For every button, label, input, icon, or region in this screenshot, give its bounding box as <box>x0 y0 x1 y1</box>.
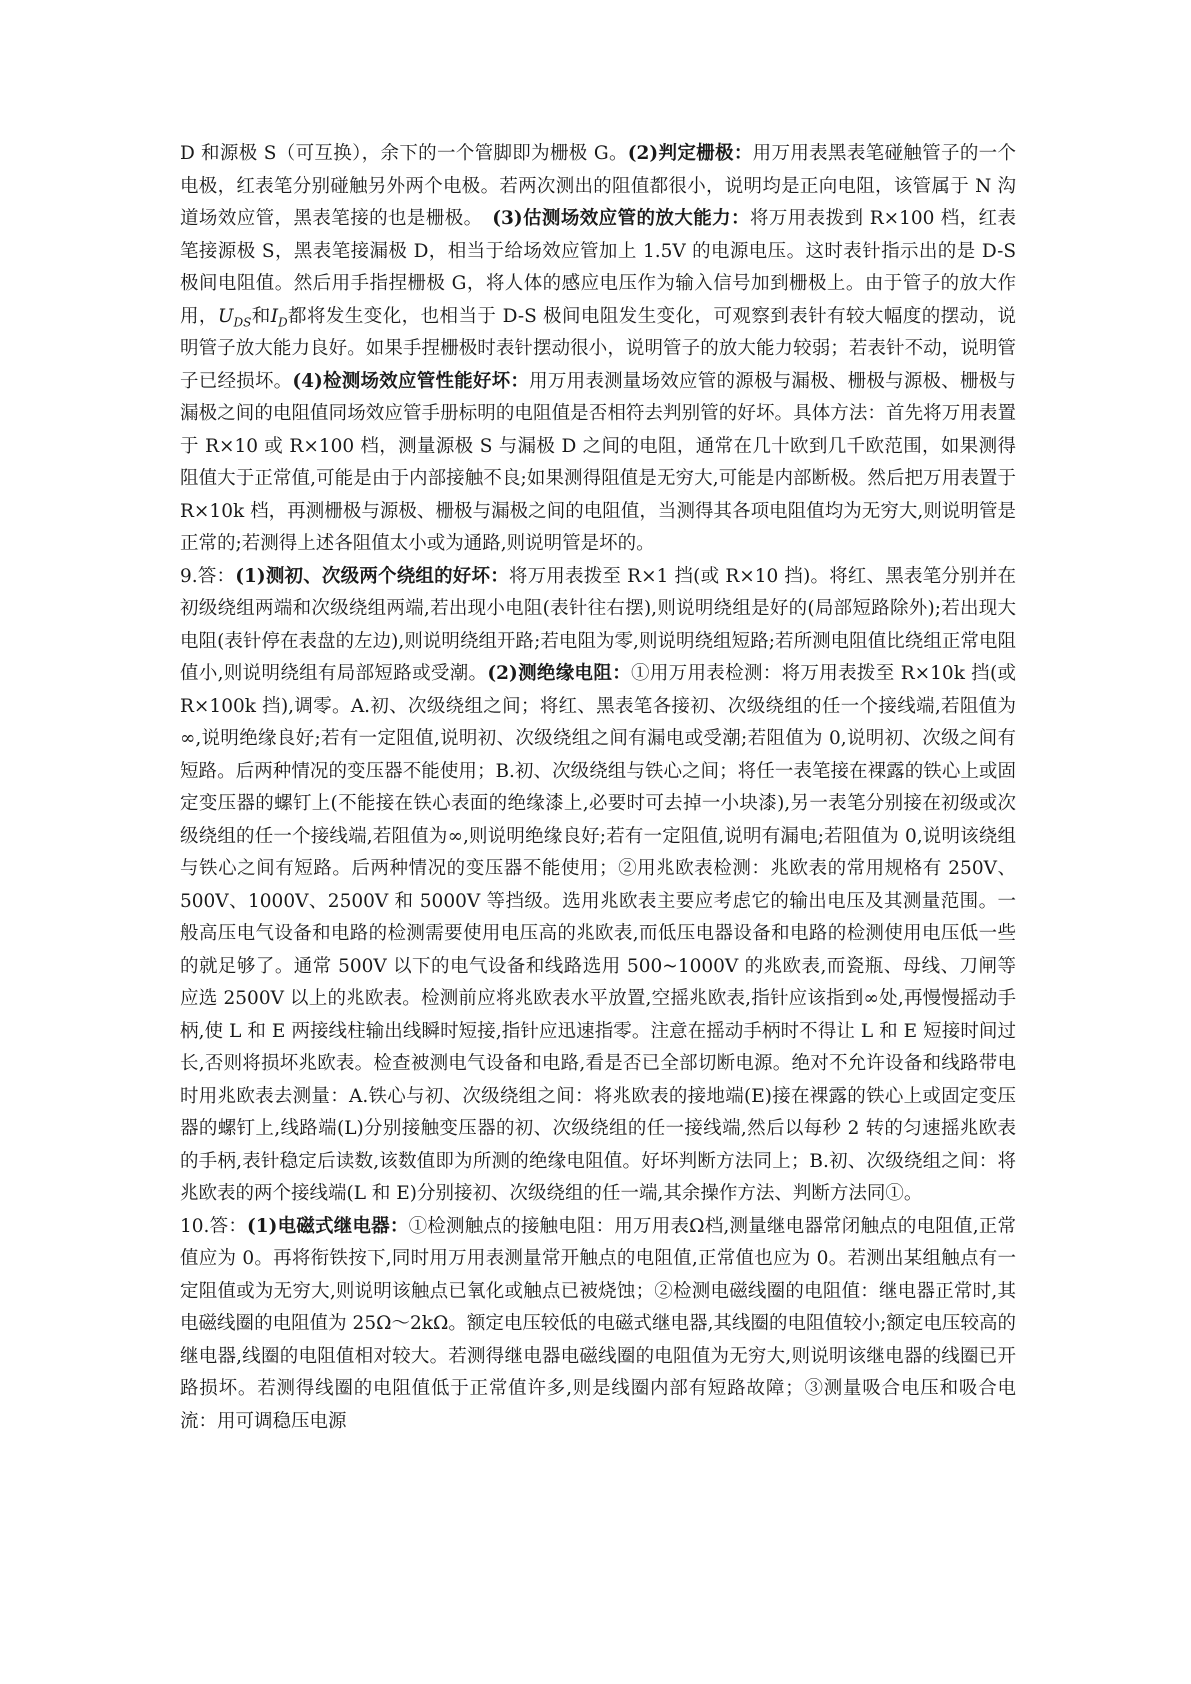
math-base: I <box>270 305 278 327</box>
text-run: 都将发生变化，也相当于 D-S 极间电阻发生变化，可观察到表针有较大幅度的摆动，说明管子放大能力良好。如果手捏栅极时表针摆动很小，说明管子的放大能力较弱；若表针不动，说明管子已经损坏。 <box>180 305 1016 392</box>
paragraph-answer-10 <box>180 1211 1016 1439</box>
bold-heading: (4)检测场效应管性能好坏： <box>292 370 530 392</box>
text-run: 将万用表拨至 R×1 挡(或 R×10 挡)。将红、黑表笔分别并在初级绕组两端和次级绕组两端,若出现小电阻(表针往右摆),则说明绕组是好的(局部短路除外);若出现大电阻(表针停在表盘的左边),则说明绕组开路;若电阻为零,则说明绕组短路;若所测电阻值比绕组正常电阻值小,则说明绕组有局部短路或受潮。 <box>180 565 1016 684</box>
text-run: ①用万用表检测：将万用表拨至 R×10k 挡(或 R×100k 挡),调零。A.初、次级绕组之间；将红、黑表笔各接初、次级绕组的任一个接线端,若阻值为∞,说明绝缘良好;若有一定阻值,说明初、次级绕组之间有漏电或受潮;若阻值为 0,说明初、次级之间有短路。后两种情况的变压器不能使用；B.初、次级绕组与铁心之间；将任一表笔接在裸露的铁心上或固定变压器的螺钉上(不能接在铁心表面的绝缘漆上,必要时可去掉一小块漆),另一表笔分别接在初级或次级绕组的任一个接线端,若阻值为∞,则说明绝缘良好;若有一定阻值,说明有漏电;若阻值为 0,说明该绕组与铁心之间有短路。后两种情况的变压器不能使用；②用兆欧表检测：兆欧表的常用规格有 250V、500V、1000V、2500V 和 5000V 等挡级。选用兆欧表主要应考虑它的输出电压及其测量范围。一般高压电气设备和电路的检测需要使用电压高的兆欧表,而低压电器设备和电路的检测使用电压低一些的就足够了。通常 500V 以下的电气设备和线路选用 500~1000V 的兆欧表,而瓷瓶、母线、刀闸等应选 2500V 以上的兆欧表。检测前应将兆欧表水平放置,空摇兆欧表,指针应该指到∞处,再慢慢摇动手柄,使 L 和 E 两接线柱输出线瞬时短接,指针应迅速指零。注意在摇动手柄时不得让 L 和 E 短接时间过长,否则将损坏兆欧表。检查被测电气设备和电路,看是否已全部切断电源。绝对不允许设备和线路带电时用兆欧表去测量：A.铁心与初、次级绕组之间：将兆欧表的接地端(E)接在裸露的铁心上或固定变压器的螺钉上,线路端(L)分别接触变压器的初、次级绕组的任一接线端,然后以每秒 2 转的匀速摇兆欧表的手柄,表针稳定后读数,该数值即为所测的绝缘电阻值。好坏判断方法同上；B.初、次级绕组之间：将兆欧表的两个接线端(L 和 E)分别接初、次级绕组的任一端,其余操作方法、判断方法同①。 <box>180 663 1016 1204</box>
paragraph-answer-9 <box>180 561 1016 1211</box>
text-run: 和 <box>251 305 271 327</box>
bold-heading: (2)判定栅极： <box>627 143 753 164</box>
text-run: 10.答： <box>180 1215 248 1237</box>
document-body <box>180 138 1016 1438</box>
text-run: 用万用表测量场效应管的源极与漏极、栅极与源极、栅极与漏极之间的电阻值同场效应管手册标明的电阻值是否相符去判别管的好坏。具体方法：首先将万用表置于 R×10 或 R×100 档，测量源极 S 与漏极 D 之间的电阻，通常在几十欧到几千欧范围，如果测得阻值大于正常值,可能是由于内部接触不良;如果测得阻值是无穷大,可能是内部断极。然后把万用表置于 R×10k 档，再测栅极与源极、栅极与漏极之间的电阻值，当测得其各项电阻值均为无穷大,则说明管是正常的;若测得上述各阻值太小或为通路,则说明管是坏的。 <box>180 370 1016 554</box>
text-run: 将万用表拨到 R×100 档，红表笔接源极 S，黑表笔接漏极 D，相当于给场效应管加上 1.5V 的电源电压。这时表针指示出的是 D-S 极间电阻值。然后用手指捏栅极 G，将人体的感应电压作为输入信号加到栅极上。由于管子的放大作用， <box>180 208 1016 327</box>
text-run: 用万用表黑表笔碰触管子的一个电极，红表笔分别碰触另外两个电极。若两次测出的阻值都很小，说明均是正向电阻，该管属于 N 沟道场效应管，黑表笔接的也是栅极。 <box>180 143 1016 229</box>
bold-heading: (3)估测场效应管的放大能力： <box>492 208 750 229</box>
math-symbol <box>217 305 252 330</box>
math-base: U <box>217 305 234 327</box>
text-run: ①检测触点的接触电阻：用万用表Ω档,测量继电器常闭触点的电阻值,正常值应为 0。再将衔铁按下,同时用万用表测量常开触点的电阻值,正常值也应为 0。若测出某组触点有一定阻值或为无穷大,则说明该触点已氧化或触点已被烧蚀；②检测电磁线圈的电阻值：继电器正常时,其电磁线圈的电阻值为 25Ω～2kΩ。额定电压较低的电磁式继电器,其线圈的电阻值较小;额定电压较高的继电器,线圈的电阻值相对较大。若测得继电器电磁线圈的电阻值为无穷大,则说明该继电器的线圈已开路损坏。若测得线圈的电阻值低于正常值许多,则是线圈内部有短路故障；③测量吸合电压和吸合电流：用可调稳压电源 <box>180 1215 1016 1432</box>
math-subscript: DS <box>233 315 252 330</box>
math-symbol <box>270 305 288 330</box>
text-run: D 和源极 S（可互换），余下的一个管脚即为栅极 G。 <box>180 143 628 164</box>
bold-heading: (1)测初、次级两个绕组的好坏： <box>235 565 509 587</box>
paragraph-fet-testing <box>180 138 1016 561</box>
bold-heading: (1)电磁式继电器： <box>247 1215 409 1237</box>
bold-heading: (2)测绝缘电阻： <box>487 663 632 684</box>
text-run: 9.答： <box>180 565 236 587</box>
math-subscript: D <box>278 315 288 330</box>
